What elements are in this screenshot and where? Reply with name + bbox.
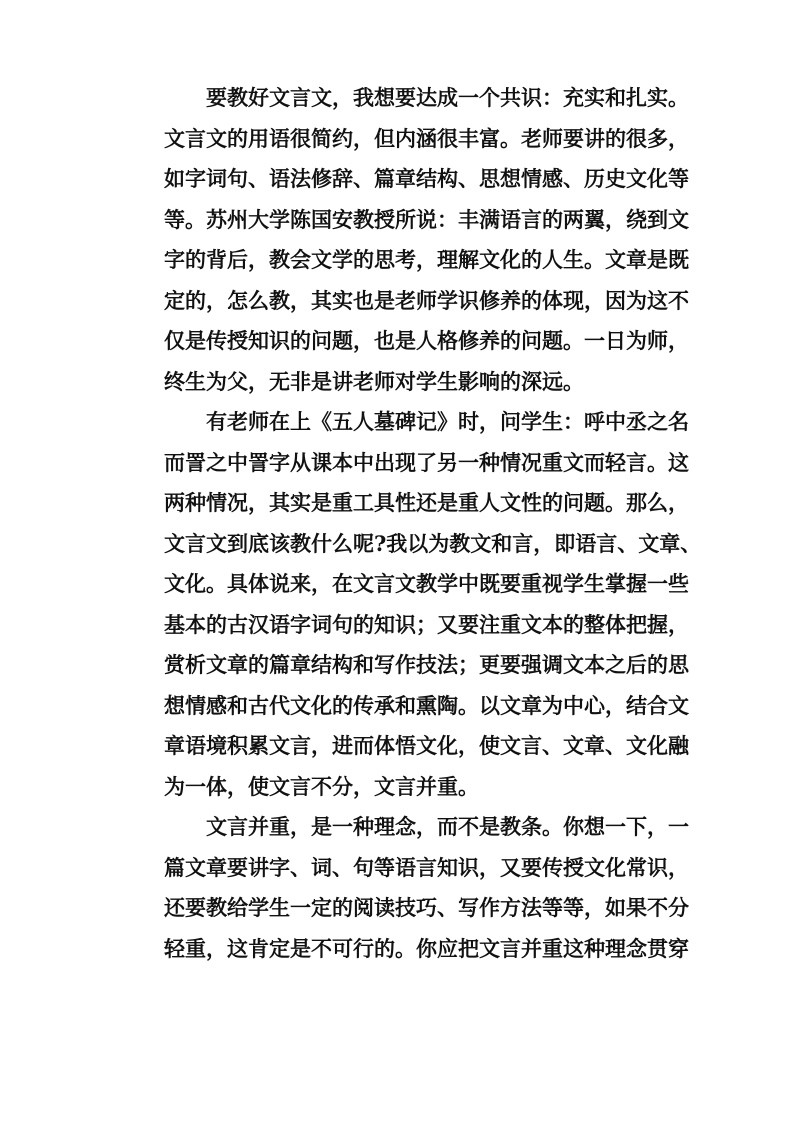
text-line: 要教好文言文，我想要达成一个共识：充实和扎实。 <box>206 85 689 110</box>
text-line: 而詈之中詈字从课本中出现了另一种情况重文而轻言。这 <box>164 449 689 475</box>
document-body <box>122 78 702 969</box>
text-line: 文言并重，是一种理念，而不是教条。你想一下，一 <box>206 814 689 839</box>
text-line: 还要教给学生一定的阅读技巧、写作方法等等，如果不分 <box>164 895 689 920</box>
text-line: 轻重，这肯定是不可行的。你应把文言并重这种理念贯穿 <box>164 935 689 961</box>
text-line: 等。苏州大学陈国安教授所说：丰满语言的两翼，绕到文 <box>164 206 689 232</box>
text-line: 为一体，使文言不分，文言并重。 <box>164 773 479 799</box>
paragraph-2 <box>122 402 702 807</box>
text-line: 两种情况，其实是重工具性还是重人文性的问题。那么， <box>164 490 689 515</box>
text-line: 有老师在上《五人墓碑记》时，问学生：呼中丞之名 <box>206 409 689 434</box>
text-line: 终生为父，无非是讲老师对学生影响的深远。 <box>164 368 584 394</box>
text-line: 基本的古汉语字词句的知识；又要注重文本的整体把握， <box>164 611 689 637</box>
text-line: 定的，怎么教，其实也是老师学识修养的体现，因为这不 <box>164 287 689 313</box>
text-line: 字的背后，教会文学的思考，理解文化的人生。文章是既 <box>164 247 689 272</box>
text-line: 文言文到底该教什么呢?我以为教文和言，即语言、文章、 <box>164 530 702 556</box>
paragraph-3 <box>122 807 689 969</box>
paragraph-1 <box>122 78 689 402</box>
text-line: 赏析文章的篇章结构和写作技法；更要强调文本之后的思 <box>164 652 689 677</box>
text-line: 文化。具体说来，在文言文教学中既要重视学生掌握一些 <box>164 571 689 596</box>
text-line: 仅是传授知识的问题，也是人格修养的问题。一日为师， <box>164 328 689 353</box>
text-line: 篇文章要讲字、词、句等语言知识，又要传授文化常识， <box>164 854 689 880</box>
text-line: 如字词句、语法修辞、篇章结构、思想情感、历史文化等 <box>164 166 689 191</box>
text-line: 想情感和古代文化的传承和熏陶。以文章为中心，结合文 <box>164 692 689 718</box>
text-line: 文言文的用语很简约，但内涵很丰富。老师要讲的很多， <box>164 125 689 151</box>
text-line: 章语境积累文言，进而体悟文化，使文言、文章、文化融 <box>164 733 689 758</box>
